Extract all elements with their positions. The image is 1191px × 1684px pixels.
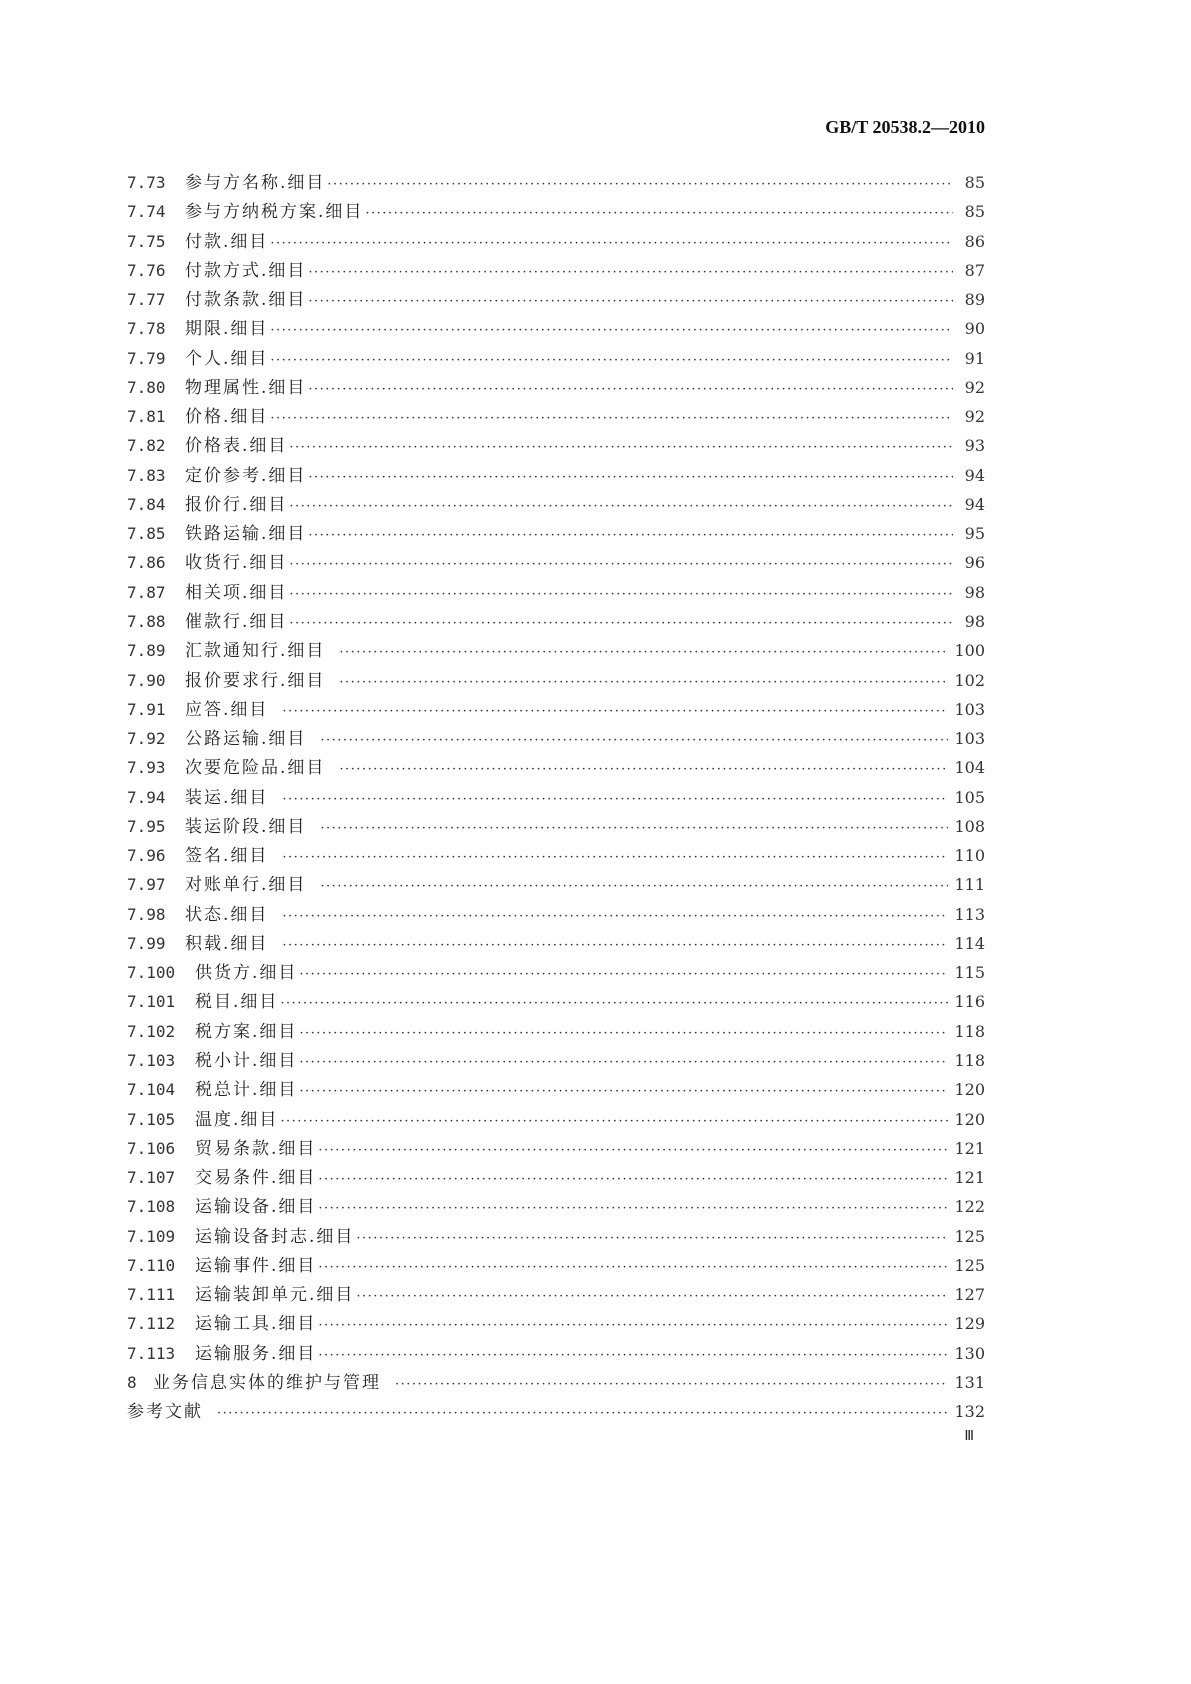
toc-entry[interactable] — [127, 958, 985, 987]
toc-entry-page: 92 — [964, 407, 985, 427]
dot-leader — [318, 1260, 948, 1275]
toc-entry[interactable] — [127, 1134, 985, 1163]
toc-entry-page: 120 — [954, 1109, 985, 1129]
toc-entry-page: 129 — [954, 1314, 985, 1334]
toc-entry-page: 111 — [954, 875, 985, 895]
dot-leader — [339, 675, 948, 690]
toc-entry-page: 125 — [954, 1226, 985, 1246]
toc-entry-number: 7.76 — [127, 260, 166, 280]
toc-entry-number: 8 — [127, 1372, 137, 1392]
toc-entry-title: 应答.细目 — [185, 699, 269, 720]
toc-entry[interactable] — [127, 314, 985, 343]
toc-entry[interactable] — [127, 461, 985, 490]
toc-entry-page: 131 — [954, 1372, 985, 1392]
dot-leader — [282, 850, 948, 865]
toc-entry-title: 税小计.细目 — [195, 1050, 298, 1071]
toc-entry-title: 次要危险品.细目 — [185, 758, 326, 779]
toc-entry-title: 付款条款.细目 — [185, 290, 307, 311]
toc-entry[interactable] — [127, 227, 985, 256]
toc-entry-page: 94 — [964, 494, 985, 514]
toc-entry[interactable] — [127, 695, 985, 724]
dot-leader — [282, 792, 948, 807]
toc-entry-number: 7.89 — [127, 641, 166, 661]
dot-leader — [395, 1377, 948, 1392]
toc-entry-number: 7.100 — [127, 963, 176, 983]
toc-entry-title: 公路运输.细目 — [185, 729, 307, 750]
toc-entry-number: 7.108 — [127, 1197, 176, 1217]
toc-entry[interactable] — [127, 870, 985, 899]
toc-entry[interactable] — [127, 1105, 985, 1134]
toc-entry-number: 7.107 — [127, 1168, 176, 1188]
toc-entry-title: 报价行.细目 — [185, 494, 288, 515]
toc-entry-page: 90 — [964, 319, 985, 339]
toc-entry-page: 102 — [954, 670, 985, 690]
toc-entry[interactable] — [127, 578, 985, 607]
dot-leader — [270, 353, 953, 368]
toc-entry-page: 115 — [954, 963, 985, 983]
toc-entry-title: 参与方名称.细目 — [185, 173, 326, 193]
toc-entry-title: 税方案.细目 — [195, 1021, 298, 1042]
toc-entry-page: 118 — [954, 1021, 985, 1041]
toc-entry-title: 状态.细目 — [185, 904, 269, 925]
toc-entry[interactable] — [127, 1368, 985, 1397]
dot-leader — [217, 1406, 948, 1421]
dot-leader — [308, 470, 953, 485]
toc-entry[interactable] — [127, 1163, 985, 1192]
toc-entry-number: 7.111 — [127, 1285, 176, 1305]
toc-entry-title: 收货行.细目 — [185, 553, 288, 574]
toc-entry-page: 130 — [954, 1343, 985, 1363]
toc-entry-title: 积载.细目 — [185, 933, 269, 954]
toc-entry-number: 7.79 — [127, 348, 166, 368]
toc-entry[interactable] — [127, 344, 985, 373]
dot-leader — [318, 1201, 948, 1216]
toc-entry-number: 7.104 — [127, 1080, 176, 1100]
toc-entry-page: 122 — [954, 1197, 985, 1217]
toc-entry[interactable] — [127, 753, 985, 782]
toc-entry-page: 105 — [954, 787, 985, 807]
toc-entry-page: 125 — [954, 1255, 985, 1275]
dot-leader — [280, 996, 948, 1011]
toc-entry-title: 税总计.细目 — [195, 1080, 298, 1101]
toc-entry-number: 7.103 — [127, 1050, 176, 1070]
toc-entry-number: 7.78 — [127, 319, 166, 339]
dot-leader — [270, 236, 953, 251]
dot-leader — [299, 1026, 948, 1041]
toc-entry-number: 7.113 — [127, 1343, 176, 1363]
toc-entry-page: 118 — [954, 1050, 985, 1070]
toc-entry-title: 运输设备.细目 — [195, 1197, 317, 1218]
toc-entry-title: 运输工具.细目 — [195, 1314, 317, 1335]
dot-leader — [318, 1318, 948, 1333]
toc-entry-title: 运输设备封志.细目 — [195, 1226, 355, 1247]
toc-entry-number: 7.77 — [127, 290, 166, 310]
toc-entry-page: 98 — [964, 611, 985, 631]
toc-entry-title: 贸易条款.细目 — [195, 1138, 317, 1159]
toc-entry-title: 付款.细目 — [185, 231, 269, 252]
toc-entry[interactable] — [127, 636, 985, 665]
dot-leader — [282, 704, 948, 719]
toc-entry-page: 114 — [954, 933, 985, 953]
toc-entry-number: 7.83 — [127, 465, 166, 485]
toc-entry-page: 132 — [954, 1402, 985, 1422]
toc-entry-title: 业务信息实体的维护与管理 — [153, 1372, 381, 1393]
toc-entry-number: 7.99 — [127, 933, 166, 953]
dot-leader — [282, 909, 948, 924]
toc-entry-page: 108 — [954, 816, 985, 836]
toc-entry-number: 7.90 — [127, 670, 166, 690]
page-number: Ⅲ — [964, 1429, 974, 1444]
toc-entry[interactable] — [127, 666, 985, 695]
dot-leader — [270, 411, 953, 426]
toc-entry-number: 7.87 — [127, 582, 166, 602]
dot-leader — [308, 382, 953, 397]
toc-entry[interactable] — [127, 841, 985, 870]
dot-leader — [308, 528, 953, 543]
toc-entry-title: 催款行.细目 — [185, 611, 288, 632]
toc-entry-title: 报价要求行.细目 — [185, 670, 326, 691]
toc-entry-number: 7.84 — [127, 494, 166, 514]
toc-entry-title: 期限.细目 — [185, 319, 269, 340]
toc-entry-number: 7.86 — [127, 553, 166, 573]
toc-entry-page: 85 — [964, 173, 985, 192]
toc-entry[interactable] — [127, 1397, 985, 1426]
toc-entry-number: 7.88 — [127, 611, 166, 631]
toc-entry-number: 7.73 — [127, 173, 166, 192]
toc-entry[interactable] — [127, 1017, 985, 1046]
toc-entry-page: 120 — [954, 1080, 985, 1100]
toc-entry-page: 104 — [954, 758, 985, 778]
toc-entry[interactable] — [127, 1251, 985, 1280]
toc-entry[interactable] — [127, 1222, 985, 1251]
toc-entry[interactable] — [127, 607, 985, 636]
dot-leader — [289, 616, 953, 631]
toc-entry-page: 103 — [954, 729, 985, 749]
toc-entry-number: 7.112 — [127, 1314, 176, 1334]
dot-leader — [270, 323, 953, 338]
toc-entry-page: 91 — [964, 348, 985, 368]
dot-leader — [289, 587, 953, 602]
dot-leader — [320, 821, 948, 836]
toc-entry-page: 96 — [964, 553, 985, 573]
toc-entry-title: 物理属性.细目 — [185, 377, 307, 398]
toc-entry-title: 供货方.细目 — [195, 963, 298, 984]
toc-entry-number: 7.82 — [127, 436, 166, 456]
toc-entry[interactable] — [127, 900, 985, 929]
dot-leader — [299, 967, 948, 982]
toc-entry-title: 汇款通知行.细目 — [185, 641, 326, 662]
dot-leader — [289, 557, 953, 572]
toc-entry-number: 7.106 — [127, 1138, 176, 1158]
dot-leader — [318, 1348, 948, 1363]
toc-entry-title: 价格表.细目 — [185, 436, 288, 457]
toc-entry[interactable] — [127, 1192, 985, 1221]
toc-entry[interactable] — [127, 490, 985, 519]
toc-entry[interactable] — [127, 256, 985, 285]
toc-entry-number: 7.94 — [127, 787, 166, 807]
toc-entry[interactable] — [127, 987, 985, 1016]
toc-entry-number: 7.92 — [127, 729, 166, 749]
toc-entry[interactable] — [127, 812, 985, 841]
toc-entry[interactable] — [127, 929, 985, 958]
toc-entry-title: 铁路运输.细目 — [185, 524, 307, 545]
toc-entry[interactable] — [127, 548, 985, 577]
document-number: GB/T 20538.2—2010 — [825, 117, 985, 137]
toc-entry-page: 87 — [964, 260, 985, 280]
toc-entry-number: 7.109 — [127, 1226, 176, 1246]
toc-entry-number: 7.110 — [127, 1255, 176, 1275]
dot-leader — [308, 265, 953, 280]
toc-entry-page: 116 — [954, 992, 985, 1012]
toc-entry-title: 税目.细目 — [195, 992, 279, 1013]
toc-entry[interactable] — [127, 168, 985, 197]
toc-entry[interactable] — [127, 1309, 985, 1338]
dot-leader — [320, 879, 948, 894]
toc-entry-number: 7.75 — [127, 231, 166, 251]
toc-entry[interactable] — [127, 431, 985, 460]
toc-entry-number: 7.80 — [127, 377, 166, 397]
toc-entry-number: 7.95 — [127, 816, 166, 836]
toc-entry-number: 7.105 — [127, 1109, 176, 1129]
dot-leader — [365, 206, 953, 221]
dot-leader — [299, 1084, 948, 1099]
toc-entry[interactable] — [127, 285, 985, 314]
dot-leader — [356, 1231, 948, 1246]
toc-entry-page: 95 — [964, 524, 985, 544]
toc-entry-page: 103 — [954, 699, 985, 719]
toc-entry[interactable] — [127, 1280, 985, 1309]
toc-entry-title: 运输服务.细目 — [195, 1343, 317, 1364]
toc-entry-title: 参与方纳税方案.细目 — [185, 202, 364, 223]
toc-entry-number: 7.85 — [127, 524, 166, 544]
dot-leader — [318, 1143, 948, 1158]
toc-entry-number: 7.101 — [127, 992, 176, 1012]
dot-leader — [356, 1289, 948, 1304]
toc-entry-number: 7.81 — [127, 407, 166, 427]
toc-entry-title: 付款方式.细目 — [185, 260, 307, 281]
toc-entry[interactable] — [127, 519, 985, 548]
toc-entry[interactable] — [127, 1075, 985, 1104]
toc-entry-title: 参考文献 — [127, 1402, 203, 1423]
toc-entry-number: 7.102 — [127, 1021, 176, 1041]
toc-entry[interactable] — [127, 783, 985, 812]
dot-leader — [308, 294, 953, 309]
dot-leader — [327, 177, 953, 192]
toc-entry-title: 定价参考.细目 — [185, 465, 307, 486]
toc-entry-page: 121 — [954, 1168, 985, 1188]
toc-entry-number: 7.98 — [127, 904, 166, 924]
toc-entry-page: 89 — [964, 290, 985, 310]
toc-entry-title: 运输装卸单元.细目 — [195, 1285, 355, 1306]
toc-entry-title: 个人.细目 — [185, 348, 269, 369]
toc-entry-page: 94 — [964, 465, 985, 485]
dot-leader — [339, 645, 948, 660]
toc-entry-page: 121 — [954, 1138, 985, 1158]
toc-entry-title: 交易条件.细目 — [195, 1168, 317, 1189]
toc-entry-title: 温度.细目 — [195, 1109, 279, 1130]
toc-entry[interactable] — [127, 373, 985, 402]
toc-entry-title: 运输事件.细目 — [195, 1255, 317, 1276]
toc-entry-title: 装运.细目 — [185, 787, 269, 808]
toc-entry-page: 85 — [964, 202, 985, 222]
toc-entry-title: 装运阶段.细目 — [185, 816, 307, 837]
toc-entry-title: 对账单行.细目 — [185, 875, 307, 896]
dot-leader — [289, 440, 953, 455]
toc-entry-page: 110 — [954, 846, 985, 866]
toc-entry-page: 93 — [964, 436, 985, 456]
toc-entry-page: 98 — [964, 582, 985, 602]
toc-entry-number: 7.96 — [127, 846, 166, 866]
dot-leader — [299, 1055, 948, 1070]
toc-entry-title: 签名.细目 — [185, 846, 269, 867]
toc-entry-page: 113 — [954, 904, 985, 924]
dot-leader — [280, 1114, 948, 1129]
dot-leader — [289, 499, 953, 514]
toc-entry-number: 7.97 — [127, 875, 166, 895]
dot-leader — [339, 762, 948, 777]
dot-leader — [318, 1172, 948, 1187]
toc-entry-title: 价格.细目 — [185, 407, 269, 428]
toc-entry-page: 127 — [954, 1285, 985, 1305]
toc-entry-page: 86 — [964, 231, 985, 251]
toc-entry-number: 7.91 — [127, 699, 166, 719]
toc-entry[interactable] — [127, 402, 985, 431]
toc-entry-number: 7.74 — [127, 202, 166, 222]
toc-entry[interactable] — [127, 1046, 985, 1075]
dot-leader — [320, 733, 948, 748]
toc-entry-page: 92 — [964, 377, 985, 397]
table-of-contents — [127, 168, 985, 1426]
toc-entry-number: 7.93 — [127, 758, 166, 778]
toc-entry[interactable] — [127, 1339, 985, 1368]
toc-entry-title: 相关项.细目 — [185, 582, 288, 603]
toc-entry-page: 100 — [954, 641, 985, 661]
dot-leader — [282, 938, 948, 953]
toc-entry[interactable] — [127, 724, 985, 753]
toc-entry[interactable] — [127, 197, 985, 226]
